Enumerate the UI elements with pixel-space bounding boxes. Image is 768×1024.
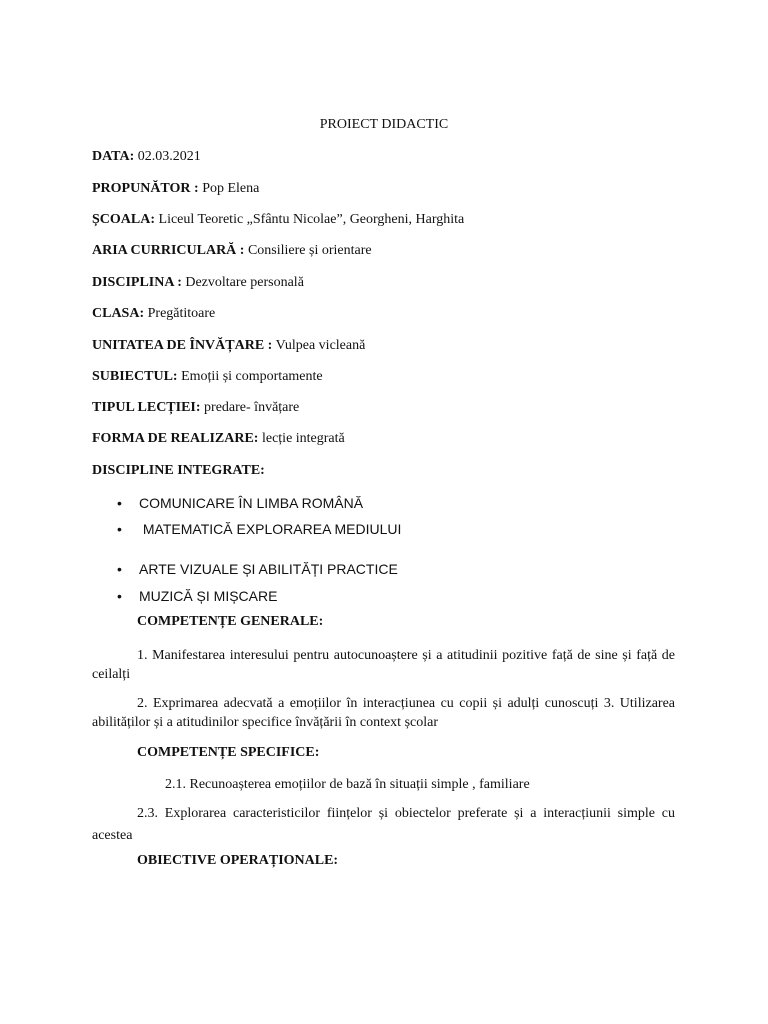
field-label: DISCIPLINE INTEGRATE:	[92, 463, 265, 478]
field-value: Emoții și comportamente	[177, 369, 323, 384]
field-value: Pregătitoare	[144, 306, 216, 321]
field-unitatea	[92, 338, 365, 354]
bullet-icon: •	[117, 561, 122, 577]
field-value: Pop Elena	[198, 181, 260, 196]
list-item	[117, 588, 277, 604]
list-item-text: COMUNICARE ÎN LIMBA ROMÂNĂ	[139, 495, 364, 511]
field-value: lecție integrată	[258, 431, 345, 446]
field-label: DATA:	[92, 149, 135, 164]
field-value: Consiliere și orientare	[244, 243, 372, 258]
section-heading-competente-generale: COMPETENȚE GENERALE:	[137, 614, 324, 629]
section-heading-obiective: OBIECTIVE OPERAȚIONALE:	[137, 853, 339, 868]
list-item-text: ARTE VIZUALE ȘI ABILITĂȚI PRACTICE	[139, 561, 398, 577]
field-value: 02.03.2021	[134, 149, 201, 164]
paragraph-competenta-1: 1. Manifestarea interesului pentru autocunoaștere și a atitudinii pozitive față de sine și față de ceilalți	[92, 648, 675, 682]
specific-competence-item: 2.1. Recunoașterea emoțiilor de bază în situații simple , familiare	[165, 777, 530, 792]
list-item	[117, 495, 363, 511]
field-forma-de-realizare	[92, 431, 345, 447]
bullet-icon: •	[117, 495, 122, 511]
field-label: FORMA DE REALIZARE:	[92, 431, 259, 446]
list-item-text: MATEMATICĂ EXPLORAREA MEDIULUI	[139, 521, 402, 537]
field-value: Liceul Teoretic „Sfântu Nicolae”, Georgheni, Harghita	[155, 212, 465, 227]
field-label: DISCIPLINA :	[92, 275, 182, 290]
bullet-icon: •	[117, 588, 122, 604]
field-label: UNITATEA DE ÎNVĂȚARE :	[92, 338, 273, 353]
field-discipline-integrate	[92, 463, 265, 479]
field-data	[92, 149, 201, 165]
section-heading-competente-specifice: COMPETENȚE SPECIFICE:	[137, 745, 320, 760]
list-item	[117, 561, 398, 577]
bullet-icon: •	[117, 521, 122, 537]
field-label: PROPUNĂTOR :	[92, 181, 199, 196]
list-item	[117, 521, 401, 537]
field-subiectul	[92, 369, 323, 385]
document-title: PROIECT DIDACTIC	[319, 117, 449, 132]
field-scoala	[92, 212, 464, 228]
field-label: SUBIECTUL:	[92, 369, 178, 384]
field-tipul-lectiei	[92, 400, 299, 416]
field-value: predare- învățare	[200, 400, 300, 415]
field-clasa	[92, 306, 215, 322]
paragraph-competenta-2: 2. Exprimarea adecvată a emoțiilor în interacțiunea cu copii și adulți cunoscuți 3. Utilizarea abilităților și a atitudinilor specifice învățării în context școlar	[92, 696, 675, 730]
field-label: ARIA CURRICULARĂ :	[92, 243, 245, 258]
list-item-text: MUZICĂ ȘI MIȘCARE	[139, 588, 278, 604]
field-label: CLASA:	[92, 306, 145, 321]
field-label: ȘCOALA:	[92, 212, 156, 227]
field-aria-curriculara	[92, 243, 372, 259]
field-label: TIPUL LECȚIEI:	[92, 400, 201, 415]
field-value: Vulpea vicleană	[272, 338, 366, 353]
field-value: Dezvoltare personală	[181, 275, 304, 290]
specific-competence-item: 2.3. Explorarea caracteristicilor ființelor și obiectelor preferate și a interacțiunii simple cu acestea	[92, 806, 675, 843]
field-propunator	[92, 181, 259, 197]
field-disciplina	[92, 275, 304, 291]
